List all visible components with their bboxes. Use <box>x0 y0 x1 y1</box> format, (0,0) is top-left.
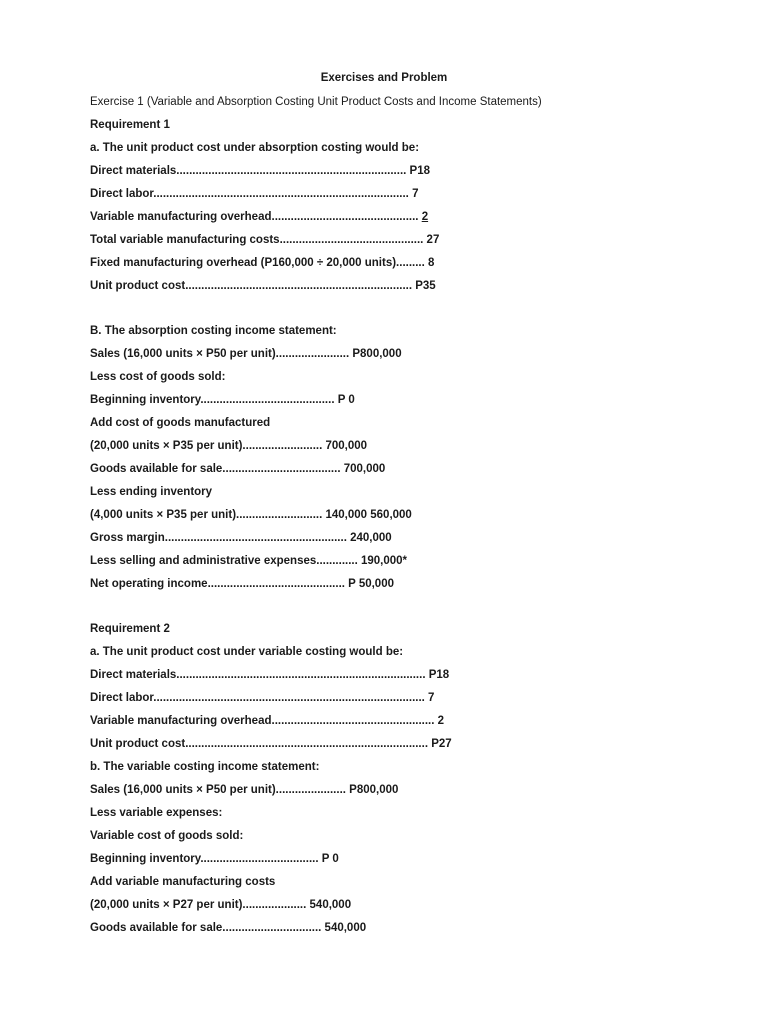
req1-b-line: (20,000 units × P35 per unit)......................... 700,000 <box>90 440 368 452</box>
req1-b-line: (4,000 units × P35 per unit)........................... 140,000 560,000 <box>90 509 412 521</box>
req2-line: Unit product cost............................................................................ P27 <box>90 738 452 750</box>
req2-b-line: Sales (16,000 units × P50 per unit)...................... P800,000 <box>90 784 399 796</box>
req1-b-line: Less cost of goods sold: <box>90 371 226 383</box>
req1-b-line: Net operating income........................................... P 50,000 <box>90 578 394 590</box>
exercise-heading: Exercise 1 (Variable and Absorption Costing Unit Product Costs and Income Statements) <box>90 96 542 108</box>
req1-line-direct-materials: Direct materials........................................................................ P18 <box>90 165 430 177</box>
req1-a-heading: a. The unit product cost under absorption costing would be: <box>90 142 420 154</box>
req1-b-line: Sales (16,000 units × P50 per unit)....................... P800,000 <box>90 348 402 360</box>
req1-b-line: Add cost of goods manufactured <box>90 417 271 429</box>
req2-b-line: Variable cost of goods sold: <box>90 830 244 842</box>
req1-b-line: Gross margin......................................................... 240,000 <box>90 532 392 544</box>
req1-line-variable-overhead-value: 2 <box>421 211 429 223</box>
req1-line-unit-product-cost: Unit product cost....................................................................... P35 <box>90 280 436 292</box>
req2-line: Direct materials.............................................................................. P18 <box>90 669 450 681</box>
req2-b-line: Less variable expenses: <box>90 807 223 819</box>
requirement-2-heading: Requirement 2 <box>90 623 170 635</box>
req1-b-heading: B. The absorption costing income statement: <box>90 325 337 337</box>
req2-b-line: Goods available for sale............................... 540,000 <box>90 922 367 934</box>
req2-a-heading: a. The unit product cost under variable costing would be: <box>90 646 404 658</box>
req2-b-line: (20,000 units × P27 per unit).................... 540,000 <box>90 899 352 911</box>
req2-b-line: Beginning inventory..................................... P 0 <box>90 853 339 865</box>
req2-b-line: Add variable manufacturing costs <box>90 876 276 888</box>
req1-line-variable-overhead <box>90 209 428 225</box>
req2-b-heading: b. The variable costing income statement: <box>90 761 320 773</box>
page-title: Exercises and Problem <box>320 72 448 84</box>
req1-line-total-variable: Total variable manufacturing costs............................................. 27 <box>90 234 440 246</box>
req1-line-direct-labor: Direct labor................................................................................ 7 <box>90 188 419 200</box>
req1-b-line: Beginning inventory.......................................... P 0 <box>90 394 355 406</box>
req1-b-line: Goods available for sale..................................... 700,000 <box>90 463 386 475</box>
req1-line-fixed-overhead: Fixed manufacturing overhead (P160,000 ÷ 20,000 units)......... 8 <box>90 257 435 269</box>
req1-b-line: Less selling and administrative expenses............. 190,000* <box>90 555 408 567</box>
req1-b-line: Less ending inventory <box>90 486 213 498</box>
req1-line-variable-overhead-label: Variable manufacturing overhead.............................................. <box>90 211 419 223</box>
requirement-1-heading: Requirement 1 <box>90 119 170 131</box>
req2-line: Variable manufacturing overhead................................................... 2 <box>90 715 445 727</box>
req2-line: Direct labor..................................................................................... 7 <box>90 692 435 704</box>
